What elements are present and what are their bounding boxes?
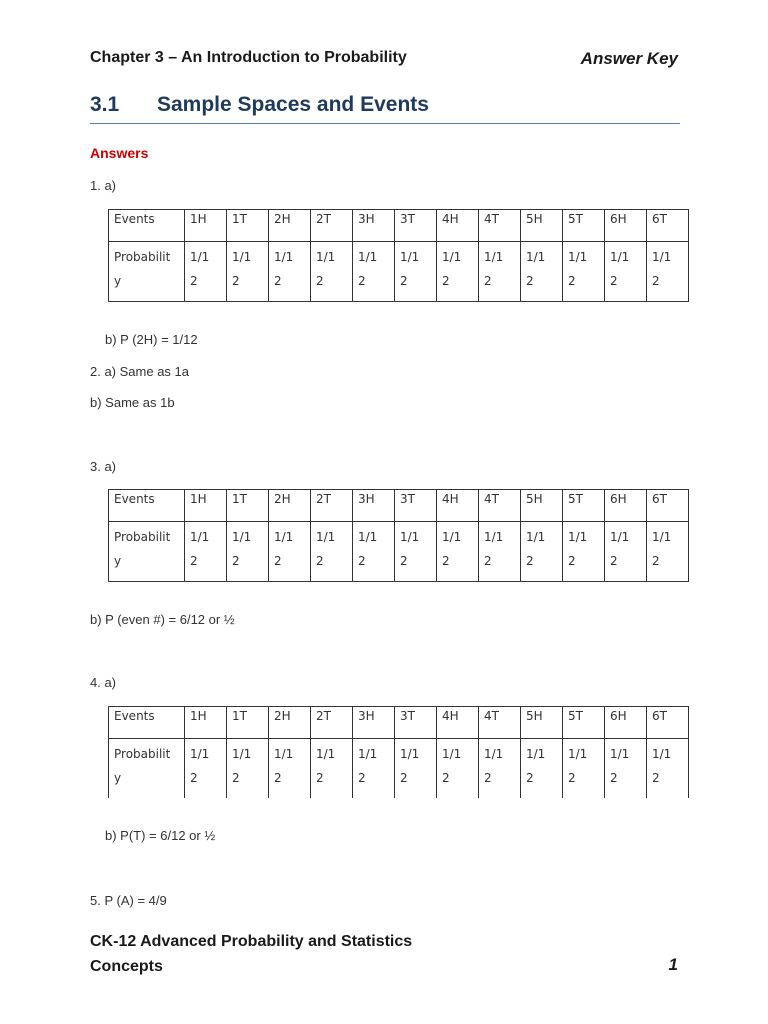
probability-denominator: 2 (442, 554, 450, 568)
probability-numerator: 1/1 (610, 250, 630, 264)
probability-numerator: 1/1 (232, 250, 252, 264)
probability-label-part-2: y (114, 554, 122, 568)
probability-numerator: 1/1 (232, 747, 252, 761)
probability-denominator: 2 (526, 771, 534, 785)
probability-denominator: 2 (400, 554, 408, 568)
probability-numerator: 1/1 (610, 530, 630, 544)
probability-cell (647, 522, 689, 582)
answer-1b: b) P (2H) = 1/12 (105, 332, 198, 347)
probability-denominator: 2 (526, 274, 534, 288)
probability-denominator: 2 (610, 554, 618, 568)
probability-denominator: 2 (610, 274, 618, 288)
events-table-4 (108, 706, 689, 798)
probability-denominator: 2 (610, 771, 618, 785)
probability-numerator: 1/1 (358, 250, 378, 264)
probability-cell (227, 242, 269, 302)
page-number: 1 (668, 955, 678, 974)
probability-denominator: 2 (568, 554, 576, 568)
probability-cell (563, 739, 605, 799)
event-cell: 1H (185, 490, 227, 522)
probability-denominator: 2 (652, 554, 660, 568)
probability-cell (521, 242, 563, 302)
probability-denominator: 2 (484, 274, 492, 288)
probability-cell (269, 522, 311, 582)
probability-numerator: 1/1 (400, 530, 420, 544)
event-cell: 6T (647, 707, 689, 739)
event-cell: 1H (185, 707, 227, 739)
probability-denominator: 2 (316, 554, 324, 568)
probability-denominator: 2 (190, 554, 198, 568)
probability-denominator: 2 (358, 771, 366, 785)
probability-numerator: 1/1 (316, 747, 336, 761)
event-cell: 2H (269, 490, 311, 522)
probability-cell (479, 739, 521, 799)
probability-numerator: 1/1 (274, 250, 294, 264)
probability-cell (647, 242, 689, 302)
event-cell: 3T (395, 490, 437, 522)
probability-cell (521, 522, 563, 582)
event-cell: 6H (605, 707, 647, 739)
probability-cell (353, 522, 395, 582)
probability-denominator: 2 (568, 771, 576, 785)
event-cell: 5H (521, 210, 563, 242)
probability-cell (395, 242, 437, 302)
probability-numerator: 1/1 (526, 530, 546, 544)
probability-cell (605, 522, 647, 582)
event-cell: 6T (647, 490, 689, 522)
event-cell: 6T (647, 210, 689, 242)
probability-label (109, 739, 185, 799)
probability-cell (563, 522, 605, 582)
probability-numerator: 1/1 (190, 530, 210, 544)
events-table-3 (108, 489, 689, 582)
probability-numerator: 1/1 (316, 250, 336, 264)
probability-label-part-2: y (114, 274, 122, 288)
probability-denominator: 2 (484, 554, 492, 568)
answers-heading: Answers (90, 145, 149, 161)
event-cell: 2T (311, 707, 353, 739)
probability-numerator: 1/1 (484, 747, 504, 761)
probability-denominator: 2 (316, 771, 324, 785)
probability-label (109, 522, 185, 582)
probability-cell (395, 522, 437, 582)
probability-numerator: 1/1 (526, 250, 546, 264)
probability-cell (311, 522, 353, 582)
probability-cell (185, 739, 227, 799)
probability-cell (311, 739, 353, 799)
question-4a: 4. a) (90, 675, 117, 690)
probability-numerator: 1/1 (652, 530, 672, 544)
probability-denominator: 2 (358, 554, 366, 568)
probability-denominator: 2 (274, 274, 282, 288)
probability-denominator: 2 (652, 771, 660, 785)
answer-4b: b) P(T) = 6/12 or ½ (105, 828, 216, 843)
chapter-title: Chapter 3 – An Introduction to Probability (90, 49, 407, 66)
probability-cell (353, 242, 395, 302)
probability-numerator: 1/1 (400, 747, 420, 761)
events-label: Events (109, 490, 185, 522)
probability-numerator: 1/1 (274, 747, 294, 761)
probability-numerator: 1/1 (568, 250, 588, 264)
answer-2a: 2. a) Same as 1a (90, 364, 189, 379)
probability-denominator: 2 (232, 274, 240, 288)
probability-denominator: 2 (232, 554, 240, 568)
event-cell: 5H (521, 490, 563, 522)
event-cell: 3H (353, 210, 395, 242)
event-cell: 1T (227, 707, 269, 739)
probability-numerator: 1/1 (400, 250, 420, 264)
probability-numerator: 1/1 (568, 530, 588, 544)
events-label: Events (109, 707, 185, 739)
question-1a: 1. a) (90, 178, 117, 193)
probability-denominator: 2 (442, 274, 450, 288)
section-title: Sample Spaces and Events (157, 93, 429, 116)
probability-denominator: 2 (568, 274, 576, 288)
probability-label-part-2: y (114, 771, 122, 785)
probability-numerator: 1/1 (526, 747, 546, 761)
event-cell: 2H (269, 707, 311, 739)
event-cell: 5T (563, 490, 605, 522)
section-number: 3.1 (90, 93, 120, 116)
probability-numerator: 1/1 (442, 250, 462, 264)
event-cell: 6H (605, 210, 647, 242)
probability-cell (437, 739, 479, 799)
probability-numerator: 1/1 (442, 747, 462, 761)
probability-denominator: 2 (652, 274, 660, 288)
probability-denominator: 2 (484, 771, 492, 785)
probability-cell (605, 242, 647, 302)
probability-denominator: 2 (442, 771, 450, 785)
event-cell: 2H (269, 210, 311, 242)
probability-cell (437, 242, 479, 302)
event-cell: 3H (353, 707, 395, 739)
probability-cell (185, 522, 227, 582)
probability-cell (311, 242, 353, 302)
probability-cell (185, 242, 227, 302)
probability-cell (647, 739, 689, 799)
events-table-1 (108, 209, 689, 302)
probability-denominator: 2 (232, 771, 240, 785)
probability-label-part-1: Probabilit (114, 747, 171, 761)
probability-denominator: 2 (274, 554, 282, 568)
probability-numerator: 1/1 (442, 530, 462, 544)
probability-numerator: 1/1 (232, 530, 252, 544)
probability-numerator: 1/1 (610, 747, 630, 761)
probability-numerator: 1/1 (190, 250, 210, 264)
section-divider (90, 123, 680, 124)
probability-cell (479, 522, 521, 582)
probability-cell (437, 522, 479, 582)
probability-cell (227, 522, 269, 582)
probability-numerator: 1/1 (484, 530, 504, 544)
probability-cell (227, 739, 269, 799)
probability-denominator: 2 (400, 274, 408, 288)
probability-numerator: 1/1 (358, 530, 378, 544)
probability-cell (563, 242, 605, 302)
probability-cell (395, 739, 437, 799)
event-cell: 5T (563, 210, 605, 242)
footer-line-1: CK-12 Advanced Probability and Statistics (90, 933, 413, 950)
event-cell: 2T (311, 210, 353, 242)
probability-denominator: 2 (316, 274, 324, 288)
event-cell: 3T (395, 707, 437, 739)
probability-denominator: 2 (274, 771, 282, 785)
probability-cell (269, 739, 311, 799)
probability-numerator: 1/1 (568, 747, 588, 761)
probability-numerator: 1/1 (316, 530, 336, 544)
footer-line-2: Concepts (90, 958, 163, 975)
probability-label (109, 242, 185, 302)
events-label: Events (109, 210, 185, 242)
answer-key-label: Answer Key (580, 49, 678, 68)
probability-cell (605, 739, 647, 799)
probability-denominator: 2 (400, 771, 408, 785)
event-cell: 4T (479, 210, 521, 242)
probability-label-part-1: Probabilit (114, 250, 171, 264)
probability-numerator: 1/1 (484, 250, 504, 264)
event-cell: 3T (395, 210, 437, 242)
probability-cell (521, 739, 563, 799)
event-cell: 5H (521, 707, 563, 739)
probability-denominator: 2 (358, 274, 366, 288)
answer-5: 5. P (A) = 4/9 (90, 893, 167, 908)
probability-numerator: 1/1 (274, 530, 294, 544)
event-cell: 4T (479, 490, 521, 522)
probability-denominator: 2 (190, 274, 198, 288)
event-cell: 4H (437, 707, 479, 739)
event-cell: 2T (311, 490, 353, 522)
probability-cell (269, 242, 311, 302)
probability-cell (353, 739, 395, 799)
answer-3b: b) P (even #) = 6/12 or ½ (90, 612, 235, 627)
event-cell: 1H (185, 210, 227, 242)
probability-label-part-1: Probabilit (114, 530, 171, 544)
probability-numerator: 1/1 (652, 747, 672, 761)
footer-title (90, 929, 412, 979)
event-cell: 1T (227, 210, 269, 242)
probability-denominator: 2 (190, 771, 198, 785)
probability-numerator: 1/1 (358, 747, 378, 761)
event-cell: 3H (353, 490, 395, 522)
event-cell: 5T (563, 707, 605, 739)
event-cell: 4T (479, 707, 521, 739)
probability-numerator: 1/1 (190, 747, 210, 761)
event-cell: 4H (437, 490, 479, 522)
event-cell: 1T (227, 490, 269, 522)
answer-2b: b) Same as 1b (90, 395, 175, 410)
probability-denominator: 2 (526, 554, 534, 568)
event-cell: 4H (437, 210, 479, 242)
question-3a: 3. a) (90, 459, 117, 474)
probability-cell (479, 242, 521, 302)
event-cell: 6H (605, 490, 647, 522)
probability-numerator: 1/1 (652, 250, 672, 264)
